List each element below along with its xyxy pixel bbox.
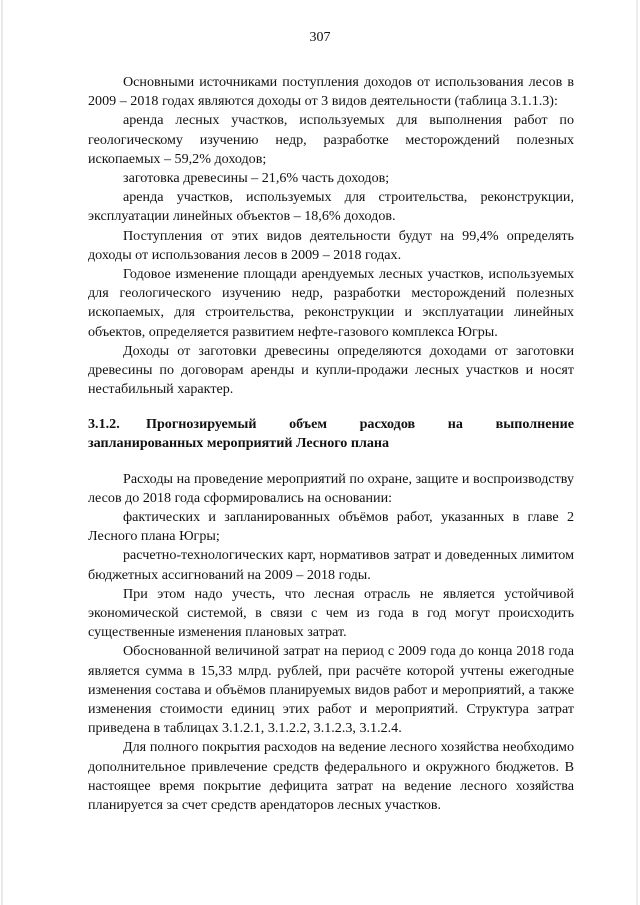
- section-title: Прогнозируемый объем расходов на выполнение запланированных мероприятий Лесного плана: [88, 416, 574, 452]
- paragraph: Для полного покрытия расходов на ведение лесного хозяйства необходимо дополнительное привлечение средств федерального и окружного бюджетов. В настоящее время покрытие дефицита затрат на ведение лесного хозяйства планируется за счет средств арендаторов лесных участков.: [88, 739, 574, 814]
- paragraph: фактических и запланированных объёмов работ, указанных в главе 2 Лесного плана Югры;: [88, 509, 574, 545]
- paragraph: Поступления от этих видов деятельности будут на 99,4% определять доходы от использования лесов в 2009 – 2018 годах.: [88, 227, 574, 263]
- paragraph: заготовка древесины – 21,6% часть доходов;: [123, 170, 390, 187]
- paragraph: Основными источниками поступления доходов от использования лесов в 2009 – 2018 годах являются доходы от 3 видов деятельности (таблица 3.1.1.3):: [88, 74, 574, 110]
- paragraph: При этом надо учесть, что лесная отрасль не является устойчивой экономической системой, в связи с чем из года в год могут происходить существенные изменения плановых затрат.: [88, 585, 574, 641]
- section-number: 3.1.2.: [88, 416, 120, 433]
- scan-edge-left: [1, 0, 3, 905]
- paragraph: аренда лесных участков, используемых для выполнения работ по геологическому изучению недр, разработке месторождений полезных ископаемых – 59,2% доходов;: [88, 112, 574, 167]
- document-body: [88, 73, 574, 815]
- section-heading: [88, 415, 574, 452]
- paragraph: Обоснованной величиной затрат на период с 2009 года до конца 2018 года является сумма в 15,33 млрд. рублей, при расчёте которой учтены ежегодные изменения состава и объёмов планируемых видов работ и мероприятий, а также изменения стоимости единиц этих работ и мероприятий. Структура затрат приведена в таблицах 3.1.2.1, 3.1.2.2, 3.1.2.3, 3.1.2.4.: [88, 643, 574, 737]
- scan-edge-right: [636, 0, 638, 905]
- paragraph: Расходы на проведение мероприятий по охране, защите и воспроизводству лесов до 2018 года сформировались на основании:: [88, 470, 574, 506]
- paragraph: Годовое изменение площади арендуемых лесных участков, используемых для геологического изучению недр, разработки месторождений полезных ископаемых, для строительства, реконструкции и эксплуатации линейных объектов, определяется развитием нефте-газового комплекса Югры.: [88, 266, 574, 340]
- paragraph: расчетно-технологических карт, нормативов затрат и доведенных лимитом бюджетных ассигнований на 2009 – 2018 годы.: [88, 547, 574, 583]
- page-number: 307: [309, 30, 331, 45]
- paragraph: аренда участков, используемых для строительства, реконструкции, эксплуатации линейных объектов – 18,6% доходов.: [88, 189, 574, 225]
- paragraph: Доходы от заготовки древесины определяются доходами от заготовки древесины по договорам аренды и купли-продажи лесных участков и носят нестабильный характер.: [88, 342, 574, 398]
